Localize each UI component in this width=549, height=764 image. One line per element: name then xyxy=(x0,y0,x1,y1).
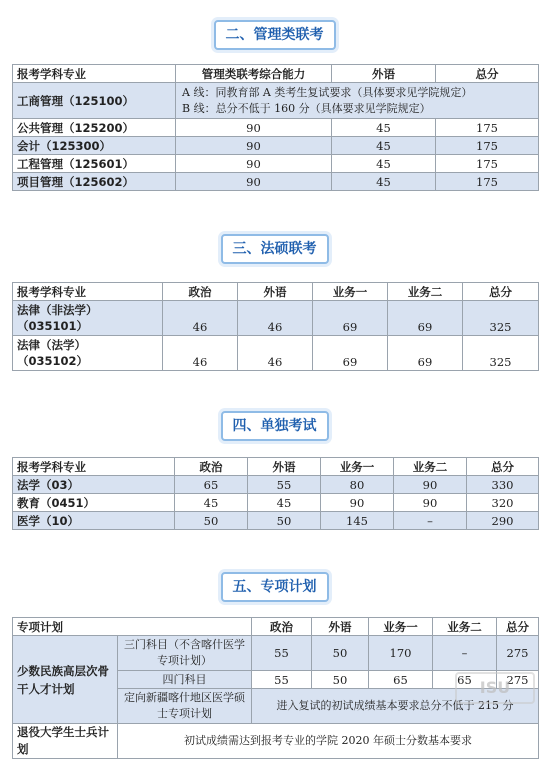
kashgar-requirement-text: 进入复试的初试成绩基本要求总分不低于 215 分 xyxy=(252,689,539,724)
col-header-foreign-language: 外语 xyxy=(312,618,369,636)
col-header-politics: 政治 xyxy=(252,618,312,636)
col-header-subject-one: 业务一 xyxy=(369,618,433,636)
score-total: 175 xyxy=(436,173,539,191)
score-foreign: 45 xyxy=(332,155,436,173)
score-foreign: 45 xyxy=(332,137,436,155)
col-header-major: 报考学科专业 xyxy=(13,65,176,83)
score-foreign: 45 xyxy=(248,494,321,512)
col-header-subject-two: 业务二 xyxy=(394,458,467,476)
independent-exam-table xyxy=(12,457,539,530)
score-total: 325 xyxy=(463,336,539,371)
score-foreign: 50 xyxy=(312,636,369,671)
major-name: 工商管理（125100） xyxy=(13,83,176,119)
col-header-comprehensive: 管理类联考综合能力 xyxy=(176,65,332,83)
score-total: 325 xyxy=(463,301,539,336)
col-header-subject-two: 业务二 xyxy=(388,283,463,301)
sub-plan-kashgar-medical: 定向新疆喀什地区医学硕士专项计划 xyxy=(118,689,252,724)
section-title-management: 二、管理类联考 xyxy=(214,20,336,50)
col-header-major: 报考学科专业 xyxy=(13,283,163,301)
col-header-special-plan: 专项计划 xyxy=(13,618,252,636)
score-subject-one: 80 xyxy=(321,476,394,494)
major-name: 医学（10） xyxy=(13,512,175,530)
sub-plan-four-subjects: 四门科目 xyxy=(118,671,252,689)
score-subject-one: 69 xyxy=(313,301,388,336)
score-total: 175 xyxy=(436,137,539,155)
col-header-foreign-language: 外语 xyxy=(332,65,436,83)
score-foreign: 46 xyxy=(238,301,313,336)
score-politics: 46 xyxy=(163,336,238,371)
score-politics: 55 xyxy=(252,636,312,671)
score-subject-two: 69 xyxy=(388,301,463,336)
plan-group-veteran: 退役大学生士兵计划 xyxy=(13,724,118,759)
major-code-line: （035102） xyxy=(17,354,89,368)
col-header-subject-one: 业务一 xyxy=(313,283,388,301)
score-politics: 50 xyxy=(175,512,248,530)
score-politics: 65 xyxy=(175,476,248,494)
table-row xyxy=(13,155,539,173)
score-comprehensive: 90 xyxy=(176,173,332,191)
law-score-table xyxy=(12,282,539,371)
mba-requirement-cell xyxy=(176,83,539,119)
score-politics: 45 xyxy=(175,494,248,512)
score-total: 275 xyxy=(497,636,539,671)
col-header-major: 报考学科专业 xyxy=(13,458,175,476)
table-row xyxy=(13,724,539,759)
score-total: 320 xyxy=(467,494,539,512)
score-foreign: 45 xyxy=(332,119,436,137)
score-politics: 55 xyxy=(252,671,312,689)
score-total: 175 xyxy=(436,155,539,173)
score-foreign: 45 xyxy=(332,173,436,191)
table-row xyxy=(13,636,539,671)
major-name-line: 法律（法学） xyxy=(17,338,86,352)
major-name: 法学（03） xyxy=(13,476,175,494)
col-header-politics: 政治 xyxy=(175,458,248,476)
score-subject-one: 65 xyxy=(369,671,433,689)
major-name-line: 法律（非法学） xyxy=(17,303,98,317)
score-foreign: 55 xyxy=(248,476,321,494)
major-name: 公共管理（125200） xyxy=(13,119,176,137)
major-name xyxy=(13,301,163,336)
score-subject-two: – xyxy=(394,512,467,530)
col-header-total: 总分 xyxy=(463,283,539,301)
col-header-foreign-language: 外语 xyxy=(248,458,321,476)
score-subject-one: 170 xyxy=(369,636,433,671)
table-row xyxy=(13,512,539,530)
col-header-total: 总分 xyxy=(497,618,539,636)
table-row xyxy=(13,137,539,155)
score-foreign: 50 xyxy=(312,671,369,689)
veteran-requirement-text: 初试成绩需达到报考专业的学院 2020 年硕士分数基本要求 xyxy=(118,724,539,759)
col-header-politics: 政治 xyxy=(163,283,238,301)
section-title-law: 三、法硕联考 xyxy=(221,234,329,264)
score-subject-two: 90 xyxy=(394,494,467,512)
col-header-subject-two: 业务二 xyxy=(433,618,497,636)
major-name: 会计（125300） xyxy=(13,137,176,155)
score-foreign: 46 xyxy=(238,336,313,371)
table-row xyxy=(13,301,539,336)
sub-plan-three-subjects: 三门科目（不含喀什医学专项计划） xyxy=(118,636,252,671)
score-subject-two: 65 xyxy=(433,671,497,689)
score-comprehensive: 90 xyxy=(176,119,332,137)
section-title-special-plan: 五、专项计划 xyxy=(221,572,329,602)
major-name: 项目管理（125602） xyxy=(13,173,176,191)
score-politics: 46 xyxy=(163,301,238,336)
major-code-line: （035101） xyxy=(17,319,89,333)
score-subject-two: 69 xyxy=(388,336,463,371)
line-a-text: A 线：同教育部 A 类考生复试要求（具体要求见学院规定） xyxy=(182,85,473,99)
score-foreign: 50 xyxy=(248,512,321,530)
score-subject-one: 145 xyxy=(321,512,394,530)
table-row xyxy=(13,83,539,119)
major-name xyxy=(13,336,163,371)
table-row xyxy=(13,336,539,371)
score-subject-one: 90 xyxy=(321,494,394,512)
col-header-total: 总分 xyxy=(467,458,539,476)
col-header-total: 总分 xyxy=(436,65,539,83)
col-header-subject-one: 业务一 xyxy=(321,458,394,476)
section-title-independent-exam: 四、单独考试 xyxy=(221,411,329,441)
line-b-text: B 线：总分不低于 160 分（具体要求见学院规定） xyxy=(182,101,431,115)
major-name: 工程管理（125601） xyxy=(13,155,176,173)
score-comprehensive: 90 xyxy=(176,137,332,155)
score-total: 175 xyxy=(436,119,539,137)
score-total: 275 xyxy=(497,671,539,689)
score-subject-two: – xyxy=(433,636,497,671)
table-row xyxy=(13,476,539,494)
score-subject-two: 90 xyxy=(394,476,467,494)
score-total: 330 xyxy=(467,476,539,494)
table-row xyxy=(13,173,539,191)
table-row xyxy=(13,494,539,512)
score-subject-one: 69 xyxy=(313,336,388,371)
plan-group-minority: 少数民族高层次骨干人才计划 xyxy=(13,636,118,724)
score-comprehensive: 90 xyxy=(176,155,332,173)
watermark-logo: ISU xyxy=(455,672,535,704)
score-total: 290 xyxy=(467,512,539,530)
col-header-foreign-language: 外语 xyxy=(238,283,313,301)
major-name: 教育（0451） xyxy=(13,494,175,512)
table-row xyxy=(13,119,539,137)
management-score-table xyxy=(12,64,539,191)
